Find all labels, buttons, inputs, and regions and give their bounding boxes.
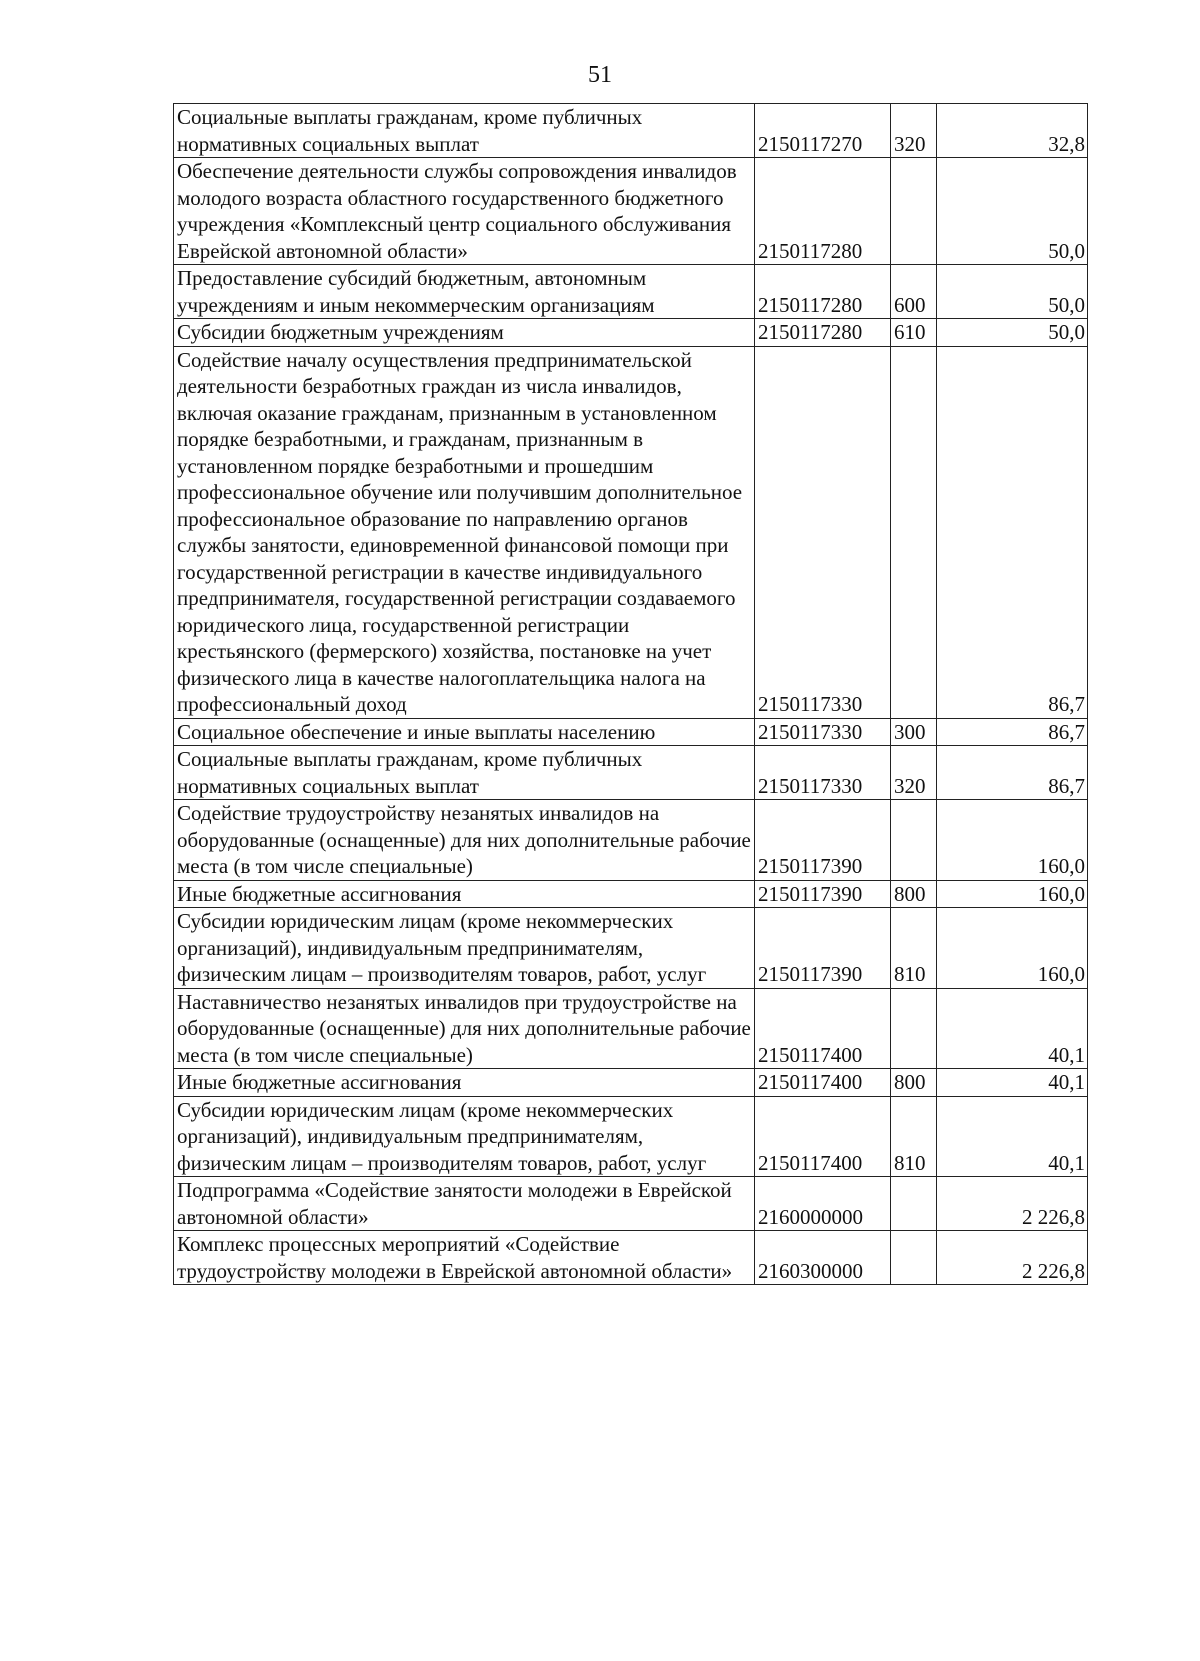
table-row (174, 1177, 1088, 1231)
row-expense-type: 300 (891, 718, 937, 746)
row-target-code: 2150117330 (755, 346, 891, 718)
row-name (174, 746, 755, 800)
row-target-code: 2150117330 (755, 718, 891, 746)
page-number: 51 (588, 62, 612, 88)
row-amount: 86,7 (937, 746, 1088, 800)
row-amount: 50,0 (937, 319, 1088, 347)
table-row (174, 265, 1088, 319)
row-target-code: 2150117280 (755, 158, 891, 265)
row-name-text: Содействие началу осуществления предпринимательской деятельности безработных граждан из числа инвалидов, включая оказание гражданам, признанным в установленном порядке безработными, и гражданам, признанным в установленном порядке безработными и прошедшим профессиональное обучение или получившим дополнительное профессиональное образование по направлению органов службы занятости, единовременной финансовой помощи при государственной регистрации в качестве индивидуального предпринимателя, государственной регистрации создаваемого юридического лица, государственной регистрации крестьянского (фермерского) хозяйства, постановке на учет физического лица в качестве налогоплательщика налога на профессиональный доход (177, 347, 743, 716)
row-name-text: Иные бюджетные ассигнования (177, 1070, 462, 1094)
row-name (174, 346, 755, 718)
table-row (174, 346, 1088, 718)
row-amount: 160,0 (937, 880, 1088, 908)
row-amount: 86,7 (937, 346, 1088, 718)
table-row (174, 158, 1088, 265)
budget-table (173, 103, 1088, 1285)
row-expense-type: 810 (891, 1096, 937, 1177)
row-expense-type: 320 (891, 746, 937, 800)
row-target-code: 2150117390 (755, 908, 891, 989)
row-name (174, 158, 755, 265)
row-name-text: Социальное обеспечение и иные выплаты населению (177, 719, 656, 744)
row-amount: 2 226,8 (937, 1177, 1088, 1231)
row-amount: 32,8 (937, 104, 1088, 158)
row-name (174, 1069, 755, 1097)
row-target-code: 2150117400 (755, 1096, 891, 1177)
row-expense-type: 600 (891, 265, 937, 319)
table-row (174, 908, 1088, 989)
row-expense-type (891, 346, 937, 718)
row-name-text: Содействие трудоустройству незанятых инвалидов на оборудованные (оснащенные) для них дополнительные рабочие места (в том числе специальные) (177, 801, 751, 878)
row-name-text: Иные бюджетные ассигнования (177, 881, 462, 906)
table-row (174, 1069, 1088, 1097)
row-name-text: Субсидии бюджетным учреждениям (177, 320, 504, 344)
row-name-text: Субсидии юридическим лицам (кроме некоммерческих организаций), индивидуальным предпринимателям, физическим лицам – производителям товаров, работ, услуг (177, 1097, 707, 1175)
row-name (174, 265, 755, 319)
row-expense-type (891, 1177, 937, 1231)
row-name (174, 1231, 755, 1285)
row-target-code: 2150117400 (755, 988, 891, 1069)
row-target-code: 2150117280 (755, 319, 891, 347)
table-row (174, 1096, 1088, 1177)
table-row (174, 718, 1088, 746)
row-name (174, 718, 755, 746)
row-amount: 40,1 (937, 1096, 1088, 1177)
row-name (174, 1096, 755, 1177)
row-target-code: 2160000000 (755, 1177, 891, 1231)
row-target-code: 2150117270 (755, 104, 891, 158)
row-amount: 86,7 (937, 718, 1088, 746)
row-name (174, 880, 755, 908)
row-name-text: Комплекс процессных мероприятий «Содействие трудоустройству молодежи в Еврейской автономной области» (177, 1232, 733, 1283)
row-amount: 2 226,8 (937, 1231, 1088, 1285)
row-name (174, 1177, 755, 1231)
row-amount: 40,1 (937, 1069, 1088, 1097)
row-name (174, 908, 755, 989)
row-name-text: Предоставление субсидий бюджетным, автономным учреждениям и иным некоммерческим организациям (177, 266, 655, 317)
row-amount: 50,0 (937, 158, 1088, 265)
row-expense-type: 610 (891, 319, 937, 347)
row-name (174, 800, 755, 881)
row-name (174, 104, 755, 158)
row-amount: 50,0 (937, 265, 1088, 319)
row-name (174, 319, 755, 347)
row-target-code: 2150117390 (755, 880, 891, 908)
row-name-text: Обеспечение деятельности службы сопровождения инвалидов молодого возраста областного государственного бюджетного учреждения «Комплексный центр социального обслуживания Еврейской автономной области» (177, 159, 737, 263)
row-name-text: Наставничество незанятых инвалидов при трудоустройстве на оборудованные (оснащенные) для них дополнительные рабочие места (в том числе специальные) (177, 989, 751, 1067)
table-row (174, 104, 1088, 158)
table-row (174, 880, 1088, 908)
row-amount: 160,0 (937, 908, 1088, 989)
budget-table-body (174, 104, 1088, 1285)
row-target-code: 2150117280 (755, 265, 891, 319)
row-target-code: 2150117390 (755, 800, 891, 881)
row-target-code: 2150117330 (755, 746, 891, 800)
row-name-text: Социальные выплаты гражданам, кроме публичных нормативных социальных выплат (177, 105, 643, 156)
row-target-code: 2160300000 (755, 1231, 891, 1285)
table-row (174, 1231, 1088, 1285)
row-name-text: Подпрограмма «Содействие занятости молодежи в Еврейской автономной области» (177, 1178, 732, 1229)
row-name (174, 988, 755, 1069)
row-amount: 160,0 (937, 800, 1088, 881)
row-expense-type: 800 (891, 880, 937, 908)
row-expense-type (891, 988, 937, 1069)
row-expense-type: 320 (891, 104, 937, 158)
row-amount: 40,1 (937, 988, 1088, 1069)
row-name-text: Социальные выплаты гражданам, кроме публичных нормативных социальных выплат (177, 747, 643, 798)
row-expense-type: 810 (891, 908, 937, 989)
row-target-code: 2150117400 (755, 1069, 891, 1097)
row-expense-type (891, 800, 937, 881)
table-row (174, 319, 1088, 347)
table-row (174, 800, 1088, 881)
row-expense-type (891, 158, 937, 265)
table-row (174, 988, 1088, 1069)
row-name-text: Субсидии юридическим лицам (кроме некоммерческих организаций), индивидуальным предпринимателям, физическим лицам – производителям товаров, работ, услуг (177, 909, 707, 986)
row-expense-type (891, 1231, 937, 1285)
row-expense-type: 800 (891, 1069, 937, 1097)
table-row (174, 746, 1088, 800)
